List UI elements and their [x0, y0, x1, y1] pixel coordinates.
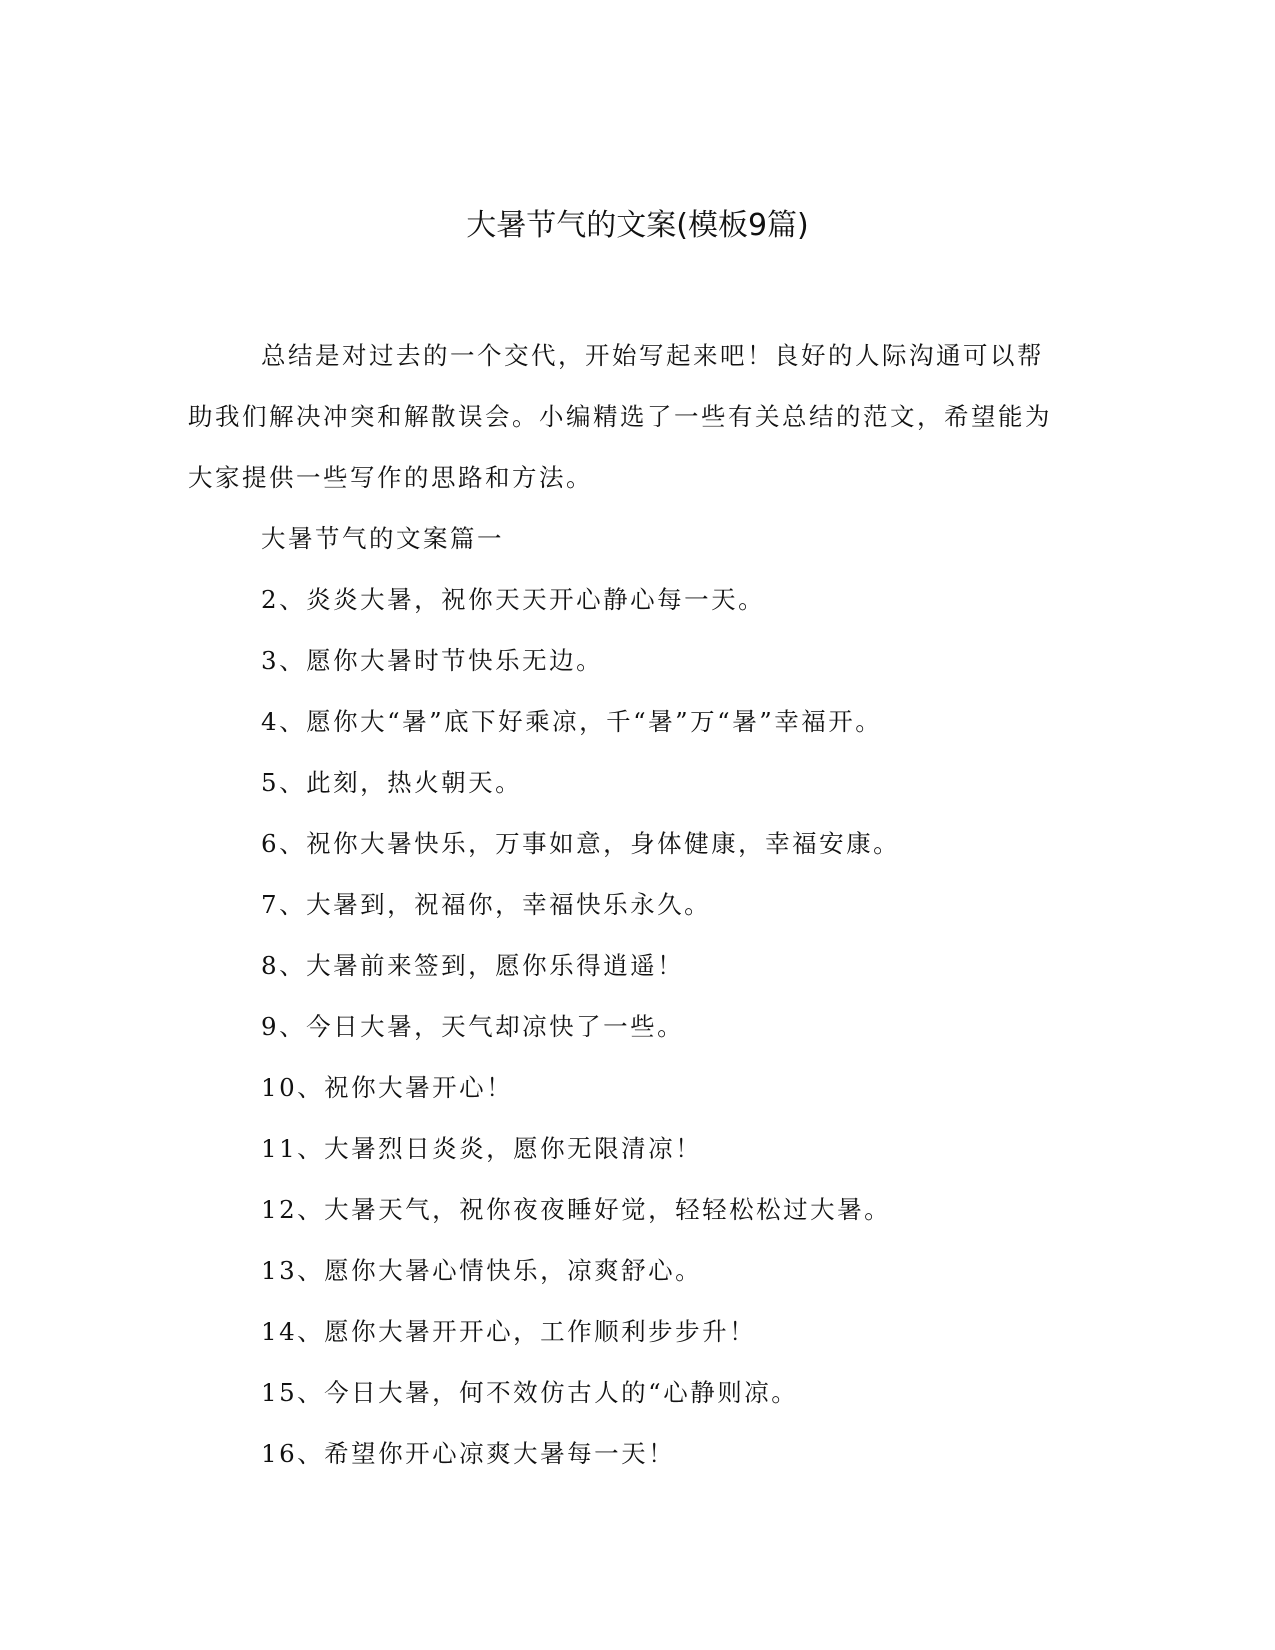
list-item: 4、愿你大“暑”底下好乘凉，千“暑”万“暑”幸福开。: [261, 707, 883, 736]
list-item: 9、今日大暑，天气却凉快了一些。: [261, 1012, 685, 1041]
intro-paragraph: 总结是对过去的一个交代，开始写起来吧！良好的人际沟通可以帮助我们解决冲突和解散误会。小编精选了一些有关总结的范文，希望能为大家提供一些写作的思路和方法。: [188, 341, 1052, 492]
section-heading: 大暑节气的文案篇一: [261, 524, 504, 553]
list-item: 12、大暑天气，祝你夜夜睡好觉，轻轻松松过大暑。: [261, 1195, 892, 1224]
page-title: 大暑节气的文案(模板9篇): [466, 208, 809, 243]
list-item: 7、大暑到，祝福你，幸福快乐永久。: [261, 890, 712, 919]
document-body: [188, 325, 1068, 1484]
list-item: 15、今日大暑，何不效仿古人的“心静则凉。: [261, 1378, 799, 1407]
list-item: 16、希望你开心凉爽大暑每一天！: [261, 1439, 676, 1468]
list-item: 8、大暑前来签到，愿你乐得逍遥！: [261, 951, 685, 980]
list-item: 11、大暑烈日炎炎，愿你无限清凉！: [261, 1134, 703, 1163]
list-item: 13、愿你大暑心情快乐，凉爽舒心。: [261, 1256, 703, 1285]
list-item: 6、祝你大暑快乐，万事如意，身体健康，幸福安康。: [261, 829, 901, 858]
list-item: 5、此刻，热火朝天。: [261, 768, 523, 797]
list-item: 10、祝你大暑开心！: [261, 1073, 514, 1102]
list-item: 3、愿你大暑时节快乐无边。: [261, 646, 604, 675]
list-item: 2、炎炎大暑，祝你天天开心静心每一天。: [261, 585, 766, 614]
list-item: 14、愿你大暑开开心，工作顺利步步升！: [261, 1317, 757, 1346]
